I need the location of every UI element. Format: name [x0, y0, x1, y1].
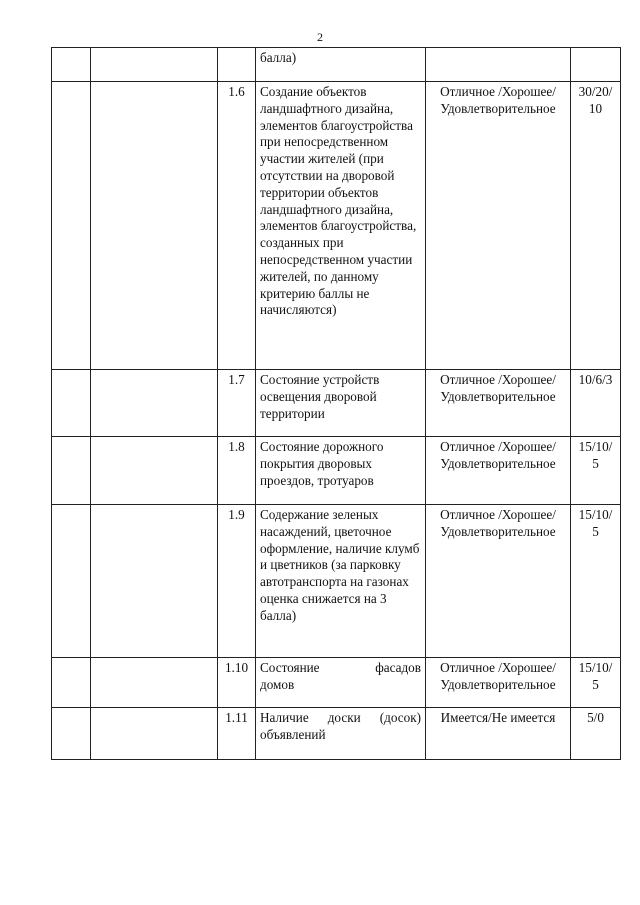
- criterion-rating: Отличное /Хорошее/ Удовлетворительное: [426, 82, 571, 370]
- criterion-number: [218, 48, 256, 82]
- empty-cell: [52, 437, 91, 505]
- criterion-description: балла): [256, 48, 426, 82]
- table-row: [52, 708, 621, 760]
- empty-cell: [52, 82, 91, 370]
- criterion-points: 10/6/3: [571, 370, 621, 437]
- criterion-description: Создание объектов ландшафтного дизайна, элементов благоустройства при непосредственном участии жителей (при отсутствии на дворовой территории объектов ландшафтного дизайна, элементов благоустройства, созданных при непосредственном участии жителей, по данному критерию баллы не начисляются): [256, 82, 426, 370]
- criterion-points: 15/10/ 5: [571, 505, 621, 658]
- criterion-number: 1.11: [218, 708, 256, 760]
- criterion-description: [256, 708, 426, 760]
- criterion-number: 1.8: [218, 437, 256, 505]
- description-line: Наличие доски (досок): [260, 710, 421, 725]
- table-row: [52, 505, 621, 658]
- description-line: объявлений: [260, 726, 326, 742]
- criterion-description: Состояние дорожного покрытия дворовых проездов, тротуаров: [256, 437, 426, 505]
- empty-cell: [91, 48, 218, 82]
- page-number: 2: [317, 30, 323, 44]
- criterion-description: [256, 658, 426, 708]
- empty-cell: [91, 437, 218, 505]
- table-row: [52, 82, 621, 370]
- empty-cell: [52, 505, 91, 658]
- empty-cell: [52, 370, 91, 437]
- table-row: [52, 658, 621, 708]
- criterion-description: Состояние устройств освещения дворовой территории: [256, 370, 426, 437]
- empty-cell: [91, 370, 218, 437]
- criterion-rating: Имеется/Не имеется: [426, 708, 571, 760]
- empty-cell: [91, 82, 218, 370]
- criterion-rating: Отличное /Хорошее/ Удовлетворительное: [426, 505, 571, 658]
- empty-cell: [91, 658, 218, 708]
- criterion-number: 1.10: [218, 658, 256, 708]
- criterion-points: 15/10/ 5: [571, 658, 621, 708]
- criterion-number: 1.9: [218, 505, 256, 658]
- criterion-rating: [426, 48, 571, 82]
- empty-cell: [52, 708, 91, 760]
- table-row: [52, 370, 621, 437]
- empty-cell: [91, 708, 218, 760]
- table-row: [52, 437, 621, 505]
- empty-cell: [52, 48, 91, 82]
- criterion-points: [571, 48, 621, 82]
- criterion-rating: Отличное /Хорошее/ Удовлетворительное: [426, 658, 571, 708]
- empty-cell: [91, 505, 218, 658]
- empty-cell: [52, 658, 91, 708]
- criteria-table: [51, 47, 621, 760]
- table-row: [52, 48, 621, 82]
- criterion-rating: Отличное /Хорошее/ Удовлетворительное: [426, 437, 571, 505]
- description-line: Состояние фасадов: [260, 660, 421, 675]
- criterion-points: 15/10/ 5: [571, 437, 621, 505]
- description-line: домов: [260, 676, 295, 692]
- criterion-points: 5/0: [571, 708, 621, 760]
- criterion-description: Содержание зеленых насаждений, цветочное оформление, наличие клумб и цветников (за парковку автотранспорта на газонах оценка снижается на 3 балла): [256, 505, 426, 658]
- criterion-points: 30/20/ 10: [571, 82, 621, 370]
- criterion-number: 1.7: [218, 370, 256, 437]
- criterion-number: 1.6: [218, 82, 256, 370]
- criterion-rating: Отличное /Хорошее/ Удовлетворительное: [426, 370, 571, 437]
